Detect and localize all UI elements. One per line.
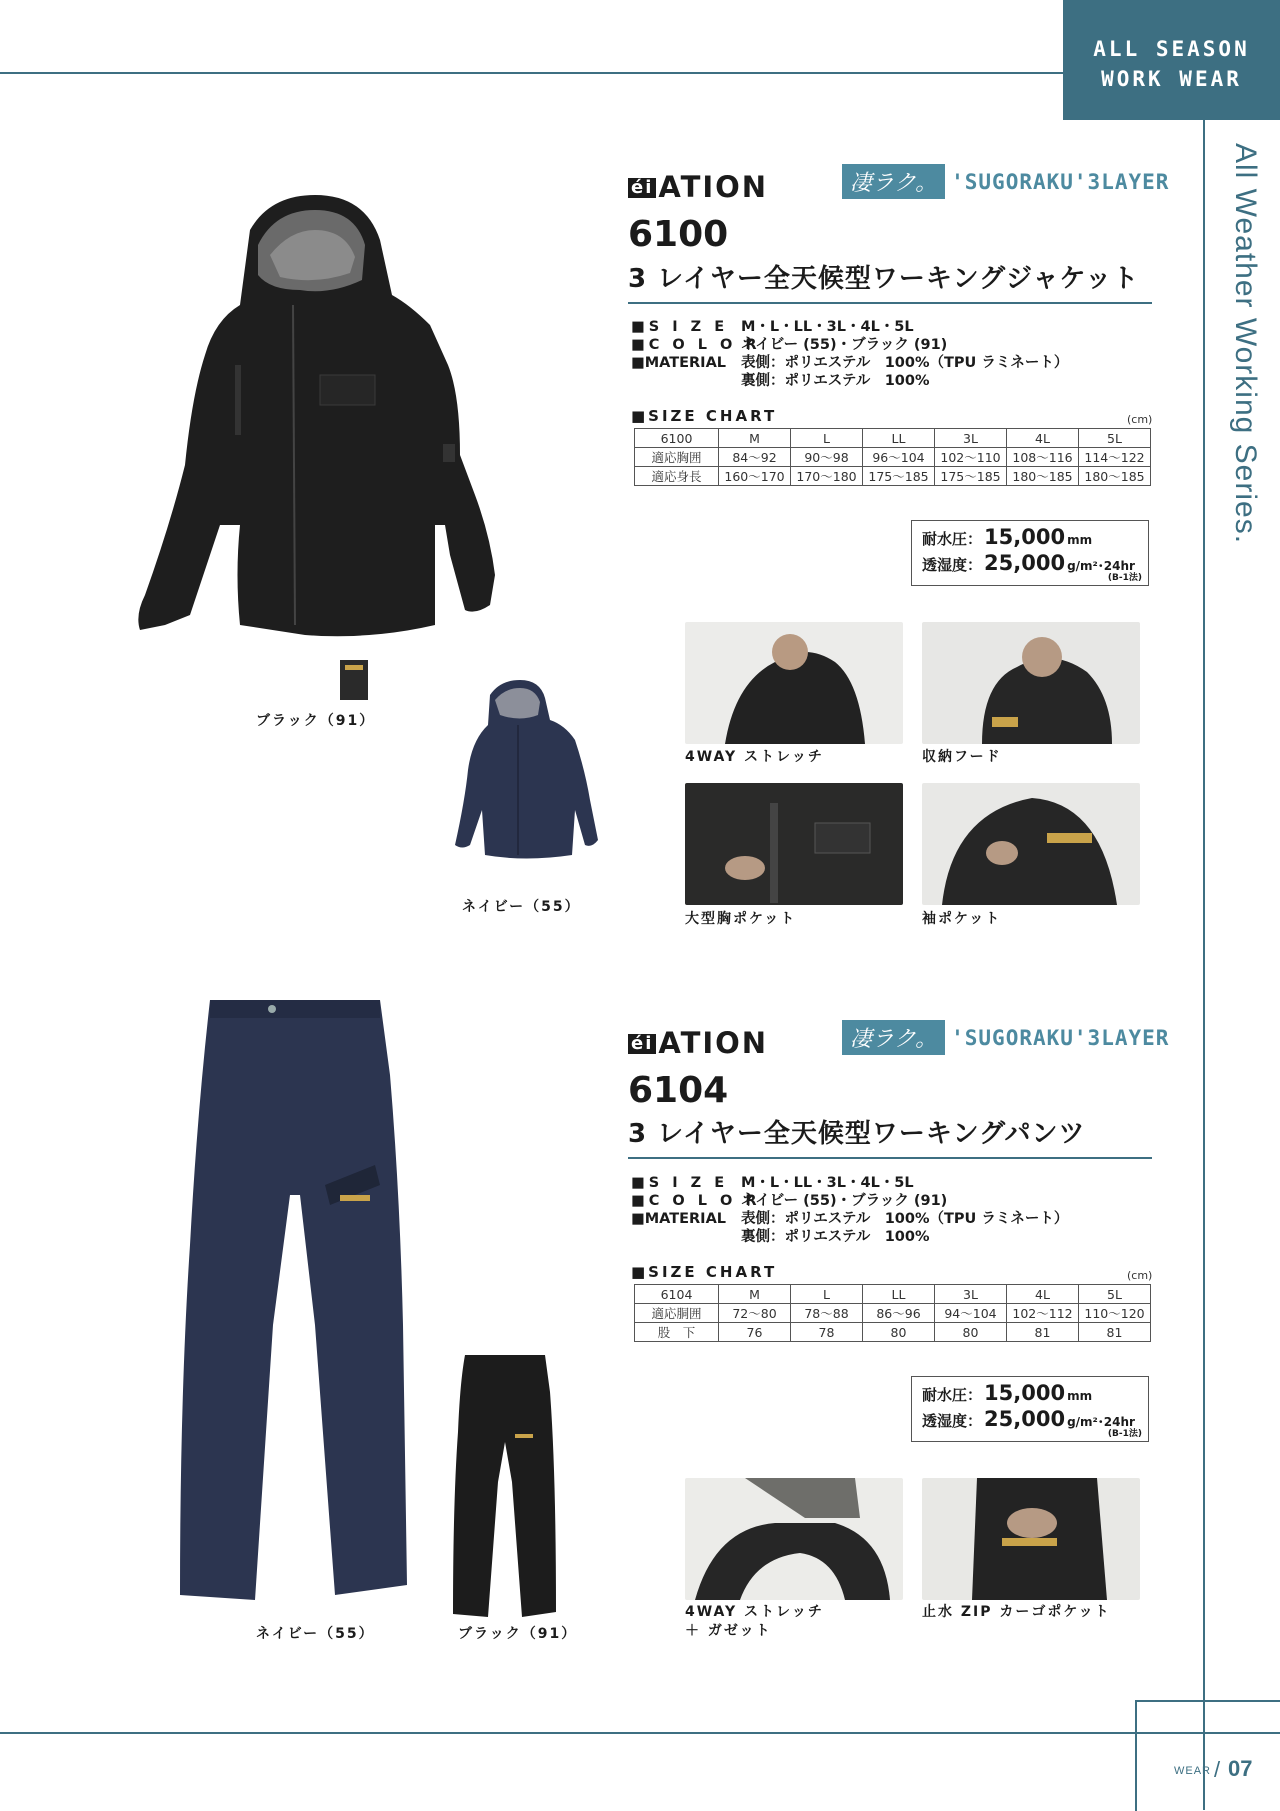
size-chart-title: ■SIZE CHART (631, 407, 778, 425)
product-rule (628, 1157, 1152, 1159)
pants-black-image (450, 1352, 560, 1622)
footer-slash: / (1214, 1757, 1221, 1782)
table-header-row: 6100 M L LL 3L 4L 5L (635, 429, 1151, 448)
feature-photo-hood (922, 622, 1140, 744)
product-rule (628, 302, 1152, 304)
side-vertical-rule (1203, 120, 1205, 1810)
feature-caption: 4WAY ストレッチ (685, 1604, 824, 1620)
footer-box-left (1135, 1700, 1137, 1811)
size-chart-table (634, 428, 1151, 486)
spec-list: ■S I Z E M・L・LL・3L・4L・5L ■C O L O R ネイビー (55)・ブラック (91) ■MATERIAL 表側：ポリエステル 100%（TPU ラミネート） 裏側：ポリエステル 100% (631, 319, 1069, 389)
jacket-black-caption: ブラック（91） (256, 713, 376, 729)
table-row: 適応胸囲 84～92 90～98 96～104 102～110 108～116 114～122 (635, 448, 1151, 467)
brand-logo: éi ATION (628, 170, 768, 204)
tab-line-2: WORK WEAR (1101, 67, 1242, 91)
table-row: 適応身長 160～170 170～180 175～185 175～185 180～185 180～185 (635, 467, 1151, 486)
size-chart-table (634, 1284, 1151, 1342)
feature-photo-chest-pocket (685, 783, 903, 905)
header-rule (0, 72, 1063, 74)
page-number: 07 (1228, 1756, 1253, 1781)
performance-box: 耐水圧： 15,000 mm 透湿度： 25,000 g/m²･24hr (B-1法) (911, 1376, 1149, 1442)
size-chart-unit: (cm) (1127, 413, 1153, 426)
footer-box-top (1135, 1700, 1280, 1702)
jacket-black-image (130, 195, 530, 715)
product-name: 3 レイヤー全天候型ワーキングジャケット (628, 264, 1140, 294)
jacket-navy-caption: ネイビー（55） (462, 899, 581, 915)
series-logo: 凄ラク。 'SUGORAKU'3LAYER (842, 1020, 1169, 1056)
series-vertical-title: All Weather Working Series. (1229, 143, 1262, 545)
jacket-navy-image (440, 680, 600, 890)
pants-navy-caption: ネイビー（55） (256, 1626, 375, 1642)
table-row: 適応胴囲 72～80 78～88 86～96 94～104 102～112 110～120 (635, 1304, 1151, 1323)
table-row: 股 下 76 78 80 80 81 81 (635, 1323, 1151, 1342)
product-name: 3 レイヤー全天候型ワーキングパンツ (628, 1119, 1086, 1149)
product-code: 6100 (628, 214, 729, 255)
spec-list: ■S I Z E M・L・LL・3L・4L・5L ■C O L O R ネイビー (55)・ブラック (91) ■MATERIAL 表側：ポリエステル 100%（TPU ラミネート） 裏側：ポリエステル 100% (631, 1175, 1069, 1245)
table-header-row: 6104 M L LL 3L 4L 5L (635, 1285, 1151, 1304)
performance-box: 耐水圧： 15,000 mm 透湿度： 25,000 g/m²･24hr (B-1法) (911, 520, 1149, 586)
feature-caption: 袖ポケット (922, 911, 1002, 927)
feature-photo-stretch (685, 622, 903, 744)
feature-photo-sleeve-pocket (922, 783, 1140, 905)
feature-caption: 止水 ZIP カーゴポケット (922, 1604, 1111, 1620)
footer-section-label: WEAR (1174, 1765, 1211, 1777)
tab-line-1: ALL SEASON (1093, 37, 1250, 61)
series-logo: 凄ラク。 'SUGORAKU'3LAYER (842, 164, 1169, 200)
brand-logo: éi ATION (628, 1026, 768, 1060)
footer-rule (0, 1732, 1280, 1734)
product-code: 6104 (628, 1070, 729, 1111)
size-chart-title: ■SIZE CHART (631, 1263, 778, 1281)
size-chart-unit: (cm) (1127, 1269, 1153, 1282)
feature-caption: 大型胸ポケット (685, 911, 797, 927)
pants-navy-image (175, 995, 415, 1610)
pants-black-caption: ブラック（91） (458, 1626, 578, 1642)
feature-photo-zip-pocket (922, 1478, 1140, 1600)
feature-caption: ＋ ガゼット (685, 1623, 772, 1639)
feature-caption: 4WAY ストレッチ (685, 749, 824, 765)
category-tab (1063, 0, 1280, 120)
feature-caption: 収納フード (922, 749, 1002, 765)
feature-photo-stretch-gusset (685, 1478, 903, 1600)
